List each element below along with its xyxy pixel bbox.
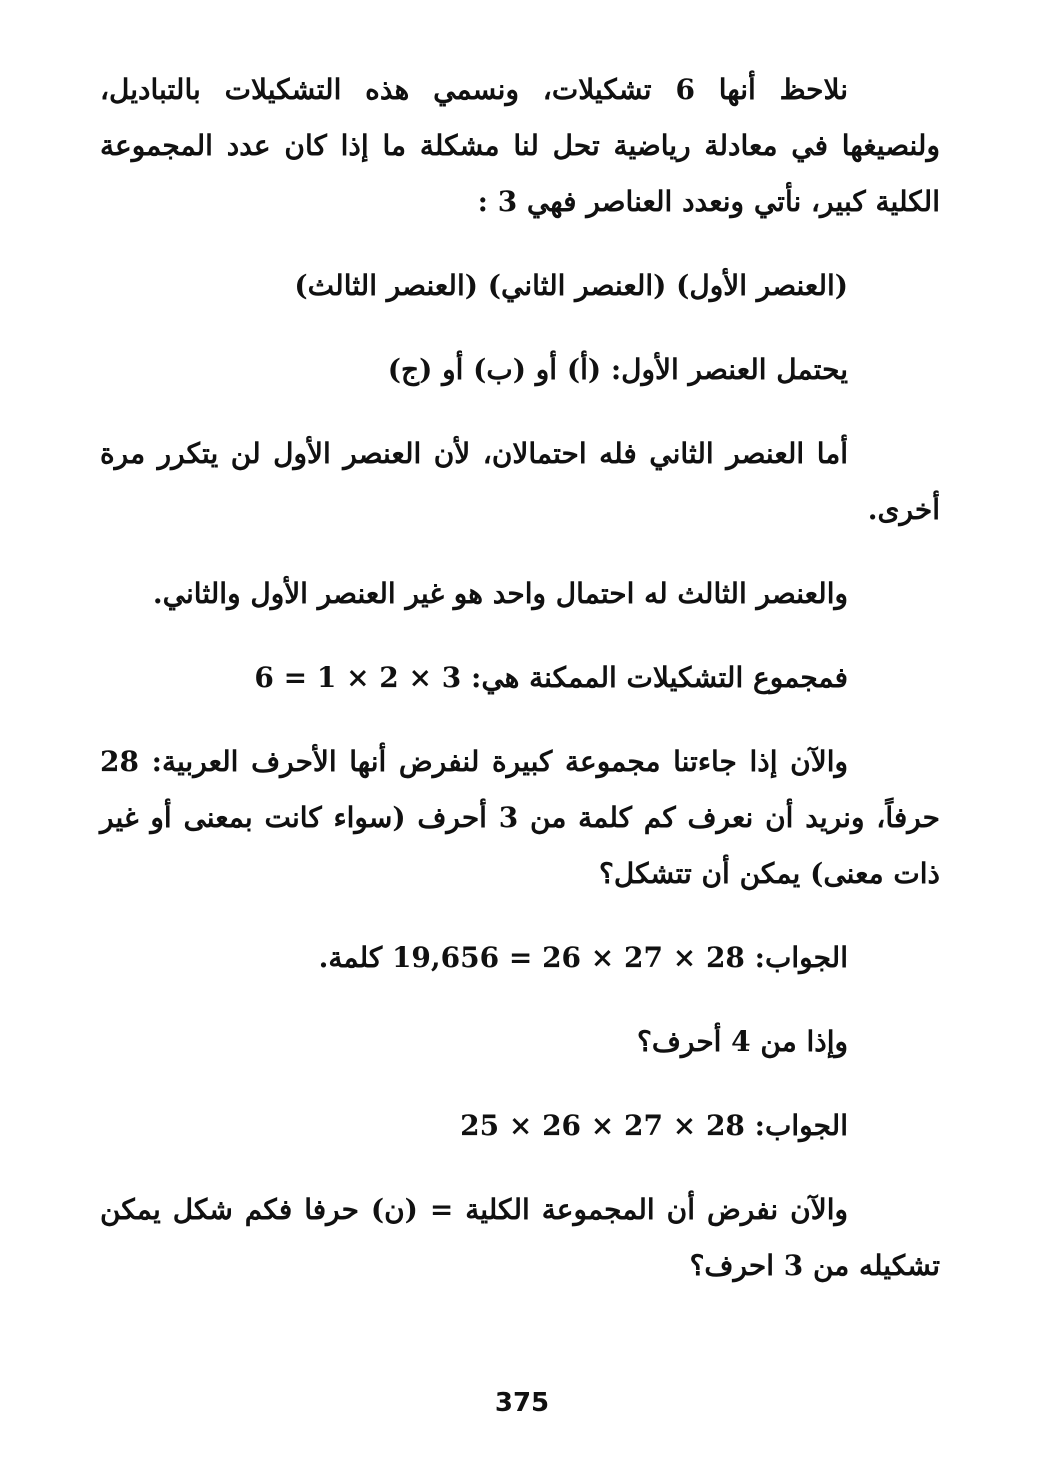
paragraph-answer-four-letters: الجواب: 28 × 27 × 26 × 25 (460, 1109, 848, 1142)
paragraph-permutations-intro: نلاحظ أنها 6 تشكيلات، ونسمي هذه التشكيلات بالتباديل، ولنصيغها في معادلة رياضية تحل لنا مشكلة ما إذا كان عدد المجموعة الكلية كبير، نأتي ونعدد العناصر فهي 3 : (100, 73, 940, 218)
page-body (100, 62, 940, 1322)
paragraph-first-element: يحتمل العنصر الأول: (أ) أو (ب) أو (ج) (387, 353, 848, 386)
paragraph-n-letters-question: والآن نفرض أن المجموعة الكلية = (ن) حرفا فكم شكل يمكن تشكيله من 3 احرف؟ (100, 1193, 940, 1282)
paragraph-elements-list: (العنصر الأول) (العنصر الثاني) (العنصر الثالث) (294, 269, 848, 302)
paragraph-arabic-letters: والآن إذا جاءتنا مجموعة كبيرة لنفرض أنها الأحرف العربية: 28 حرفاً، ونريد أن نعرف كم كلمة من 3 أحرف (سواء كانت بمعنى أو غير ذات معنى) يمكن أن تتشكل؟ (100, 745, 940, 890)
paragraph-third-element: والعنصر الثالث له احتمال واحد هو غير العنصر الأول والثاني. (152, 577, 848, 610)
page-number: 375 (494, 1388, 550, 1418)
paragraph-answer-three-letters: الجواب: 28 × 27 × 26 = 19,656 كلمة. (318, 941, 848, 974)
paragraph-total-permutations: فمجموع التشكيلات الممكنة هي: 3 × 2 × 1 = 6 (254, 661, 848, 694)
paragraph-second-element: أما العنصر الثاني فله احتمالان، لأن العنصر الأول لن يتكرر مرة أخرى. (100, 437, 940, 526)
paragraph-four-letters-question: وإذا من 4 أحرف؟ (636, 1025, 848, 1058)
